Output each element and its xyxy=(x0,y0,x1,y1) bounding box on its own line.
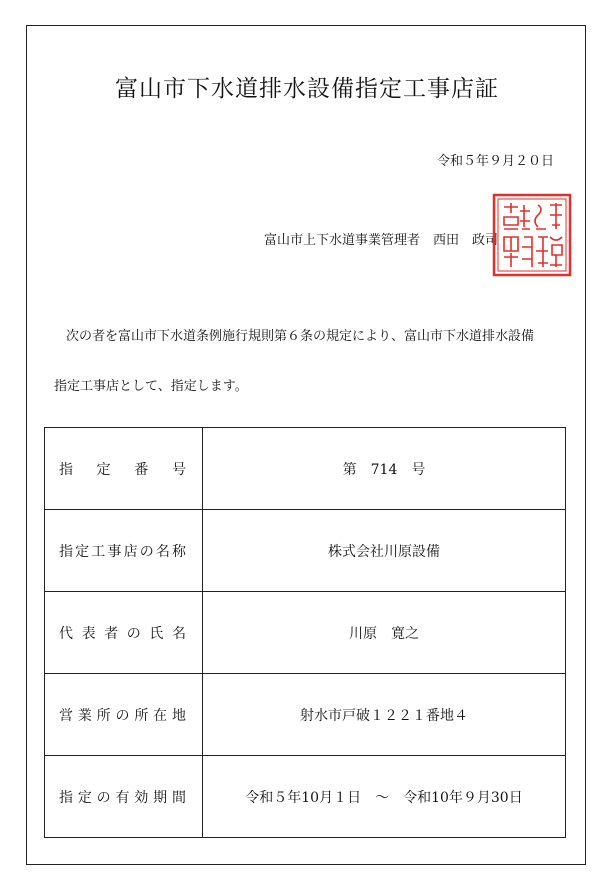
issue-date: 令和５年９月２０日 xyxy=(436,154,554,169)
issuer-name: 富山市上下水道事業管理者 西田 政司 xyxy=(263,233,498,248)
certificate-details-table xyxy=(44,427,566,838)
row-label xyxy=(45,510,203,592)
row-label-text: 指 定 番 号 xyxy=(59,461,186,478)
details-row xyxy=(45,510,566,592)
certificate-title: 富山市下水道排水設備指定工事店証 xyxy=(115,76,499,102)
row-label-text: 指 定 の 有 効 期 間 xyxy=(59,789,186,806)
details-row xyxy=(45,756,566,838)
row-value: 川原 寛之 xyxy=(203,592,566,674)
row-value: 令和５年10月１日 ～ 令和10年９月30日 xyxy=(203,756,566,838)
certificate-statement-line-1: 次の者を富山市下水道条例施行規則第６条の規定により、富山市下水道排水設備 xyxy=(66,329,535,344)
official-seal xyxy=(492,193,572,277)
certificate-statement-line-2: 指定工事店として、指定します。 xyxy=(54,379,248,394)
row-value: 第 714 号 xyxy=(203,428,566,510)
details-row xyxy=(45,592,566,674)
row-value: 株式会社川原設備 xyxy=(203,510,566,592)
details-row xyxy=(45,428,566,510)
row-label xyxy=(45,428,203,510)
row-label xyxy=(45,674,203,756)
row-label-text: 営 業 所 の 所 在 地 xyxy=(59,707,186,724)
row-label xyxy=(45,592,203,674)
row-label-text: 指 定 工 事 店 の 名 称 xyxy=(59,543,186,560)
row-label-text: 代 表 者 の 氏 名 xyxy=(59,625,186,642)
row-value: 射水市戸破１２２１番地４ xyxy=(203,674,566,756)
row-label xyxy=(45,756,203,838)
details-row xyxy=(45,674,566,756)
